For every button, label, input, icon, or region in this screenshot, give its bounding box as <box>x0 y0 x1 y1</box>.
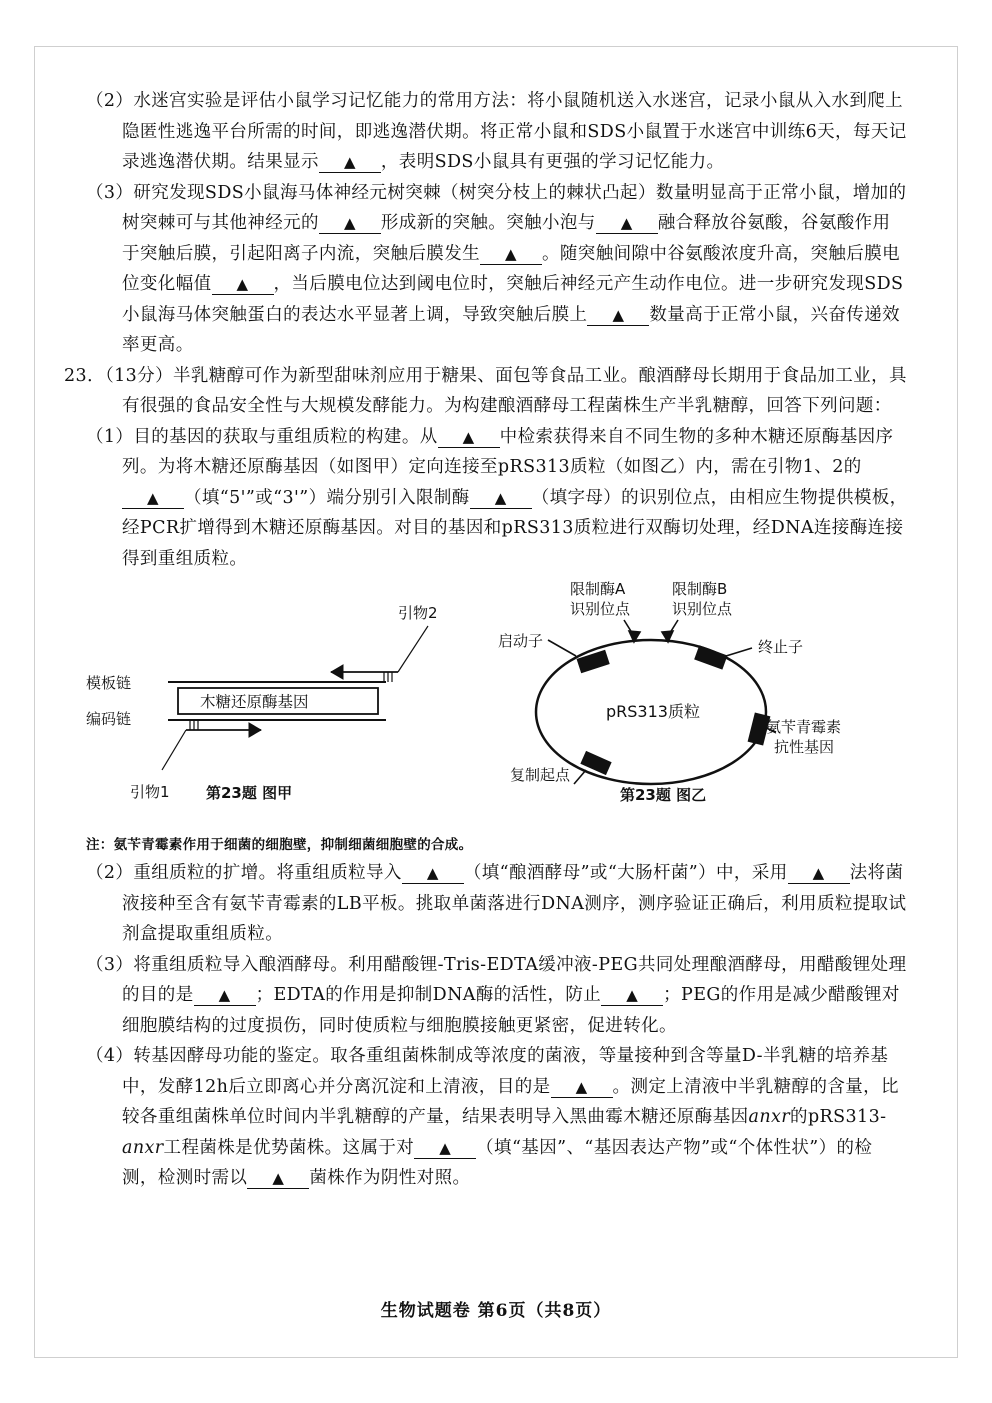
answer-blank[interactable] <box>438 427 500 448</box>
enzyme-a-label: 限制酶A <box>570 580 626 598</box>
figure-23-diagram <box>86 580 908 830</box>
answer-blank[interactable] <box>194 985 256 1006</box>
primer1-label: 引物1 <box>130 783 170 801</box>
page-content <box>64 86 908 1194</box>
enzyme-b-label: 限制酶B <box>672 580 728 598</box>
answer-blank[interactable] <box>551 1077 613 1098</box>
answer-blank[interactable] <box>247 1168 309 1189</box>
answer-blank[interactable] <box>319 213 381 234</box>
q23-part3: （3）将重组质粒导入酿酒酵母。利用醋酸锂-Tris-EDTA缓冲液-PEG共同处理酿酒酵母，用醋酸锂处理的目的是▲ ；EDTA的作用是抑制DNA酶的活性，防止▲ ；PEG的作用是减少醋酸锂对细胞膜结构的过度损伤，同时使质粒与细胞膜接触更紧密，促进转化。 <box>86 950 908 1042</box>
answer-blank[interactable] <box>470 488 532 509</box>
q23-part1: （1）目的基因的获取与重组质粒的构建。从▲ 中检索获得来自不同生物的多种木糖还原酶基因序列。为将木糖还原酶基因（如图甲）定向连接至pRS313质粒（如图乙）内，需在引物1、2的▲（填“5'”或“3'”）端分别引入限制酶▲ （填字母）的识别位点，由相应生物提供模板，经PCR扩增得到木糖还原酶基因。对目的基因和pRS313质粒进行双酶切处理，经DNA连接酶连接得到重组质粒。 <box>86 422 908 575</box>
primer2-label: 引物2 <box>398 604 438 622</box>
figure-jia-caption: 第23题 图甲 <box>206 784 293 802</box>
q23-part4: （4）转基因酵母功能的鉴定。取各重组菌株制成等浓度的菌液，等量接种到含等量D-半乳糖的培养基中，发酵12h后立即离心并分离沉淀和上清液，目的是▲ 。测定上清液中半乳糖醇的含量，比较各重组菌株单位时间内半乳糖醇的产量，结果表明导入黑曲霉木糖还原酶基因anxr的pRS313-anxr工程菌株是优势菌株。这属于对▲ （填“基因”、“基因表达产物”或“个体性状”）的检测，检测时需以▲ 菌株作为阴性对照。 <box>86 1041 908 1194</box>
figure-note: 注：氨苄青霉素作用于细菌的细胞壁，抑制细菌细胞壁的合成。 <box>86 837 473 853</box>
primer2-arrow <box>331 626 428 682</box>
terminator-block <box>694 645 727 669</box>
answer-blank[interactable] <box>788 863 850 884</box>
template-strand-label: 模板链 <box>86 674 132 692</box>
coding-strand-label: 编码链 <box>86 710 132 728</box>
amp-gene-label-2: 抗性基因 <box>774 738 835 756</box>
answer-blank[interactable] <box>212 274 274 295</box>
figure-23 <box>86 580 908 830</box>
q23-intro: 23．（13分）半乳糖醇可作为新型甜味剂应用于糖果、面包等食品工业。酿酒酵母长期用于食品加工业，具有很强的食品安全性与大规模发酵能力。为构建酿酒酵母工程菌株生产半乳糖醇，回答下列问题： <box>64 365 907 416</box>
page-footer: 生物试题卷 第6页（共8页） <box>380 1301 612 1321</box>
answer-blank[interactable] <box>587 305 649 326</box>
q22-part3: （3）研究发现SDS小鼠海马体神经元树突棘（树突分枝上的棘状凸起）数量明显高于正常小鼠，增加的树突棘可与其他神经元的▲ 形成新的突触。突触小泡与▲ 融合释放谷氨酸，谷氨酸作用于突触后膜，引起阳离子内流，突触后膜发生▲ 。随突触间隙中谷氨酸浓度升高，突触后膜电位变化幅值▲ ，当后膜电位达到阈电位时，突触后神经元产生动作电位。进一步研究发现SDS小鼠海马体突触蛋白的表达水平显著上调，导致突触后膜上▲ 数量高于正常小鼠，兴奋传递效率更高。 <box>86 178 908 361</box>
gene-label: 木糖还原酶基因 <box>200 693 309 711</box>
answer-blank[interactable] <box>414 1138 476 1159</box>
terminator-label: 终止子 <box>758 638 804 656</box>
q22-part2: （2）水迷宫实验是评估小鼠学习记忆能力的常用方法：将小鼠随机送入水迷宫，记录小鼠从入水到爬上隐匿性逃逸平台所需的时间，即逃逸潜伏期。将正常小鼠和SDS小鼠置于水迷宫中训练6天，每天记录逃逸潜伏期。结果显示▲ ，表明SDS小鼠具有更强的学习记忆能力。 <box>86 86 908 178</box>
answer-blank[interactable] <box>319 152 381 173</box>
answer-blank[interactable] <box>601 985 663 1006</box>
answer-blank[interactable] <box>480 244 542 265</box>
q23-part2: （2）重组质粒的扩增。将重组质粒导入▲ （填“酿酒酵母”或“大肠杆菌”）中，采用▲ 法将菌液接种至含有氨苄青霉素的LB平板。挑取单菌落进行DNA测序，测序验证正确后，利用质粒提取试剂盒提取重组质粒。 <box>86 858 908 950</box>
promoter-label: 启动子 <box>498 632 544 650</box>
answer-blank[interactable] <box>402 863 464 884</box>
answer-blank[interactable] <box>596 213 658 234</box>
figure-yi-caption: 第23题 图乙 <box>620 786 707 804</box>
ori-label: 复制起点 <box>510 766 571 784</box>
enzyme-a-site-label: 识别位点 <box>570 600 631 618</box>
plasmid-label: pRS313质粒 <box>606 702 700 721</box>
amp-gene-label-1: 氨苄青霉素 <box>766 718 842 736</box>
enzyme-b-site-label: 识别位点 <box>672 600 733 618</box>
answer-blank[interactable] <box>122 488 184 509</box>
primer1-arrow <box>162 720 261 770</box>
